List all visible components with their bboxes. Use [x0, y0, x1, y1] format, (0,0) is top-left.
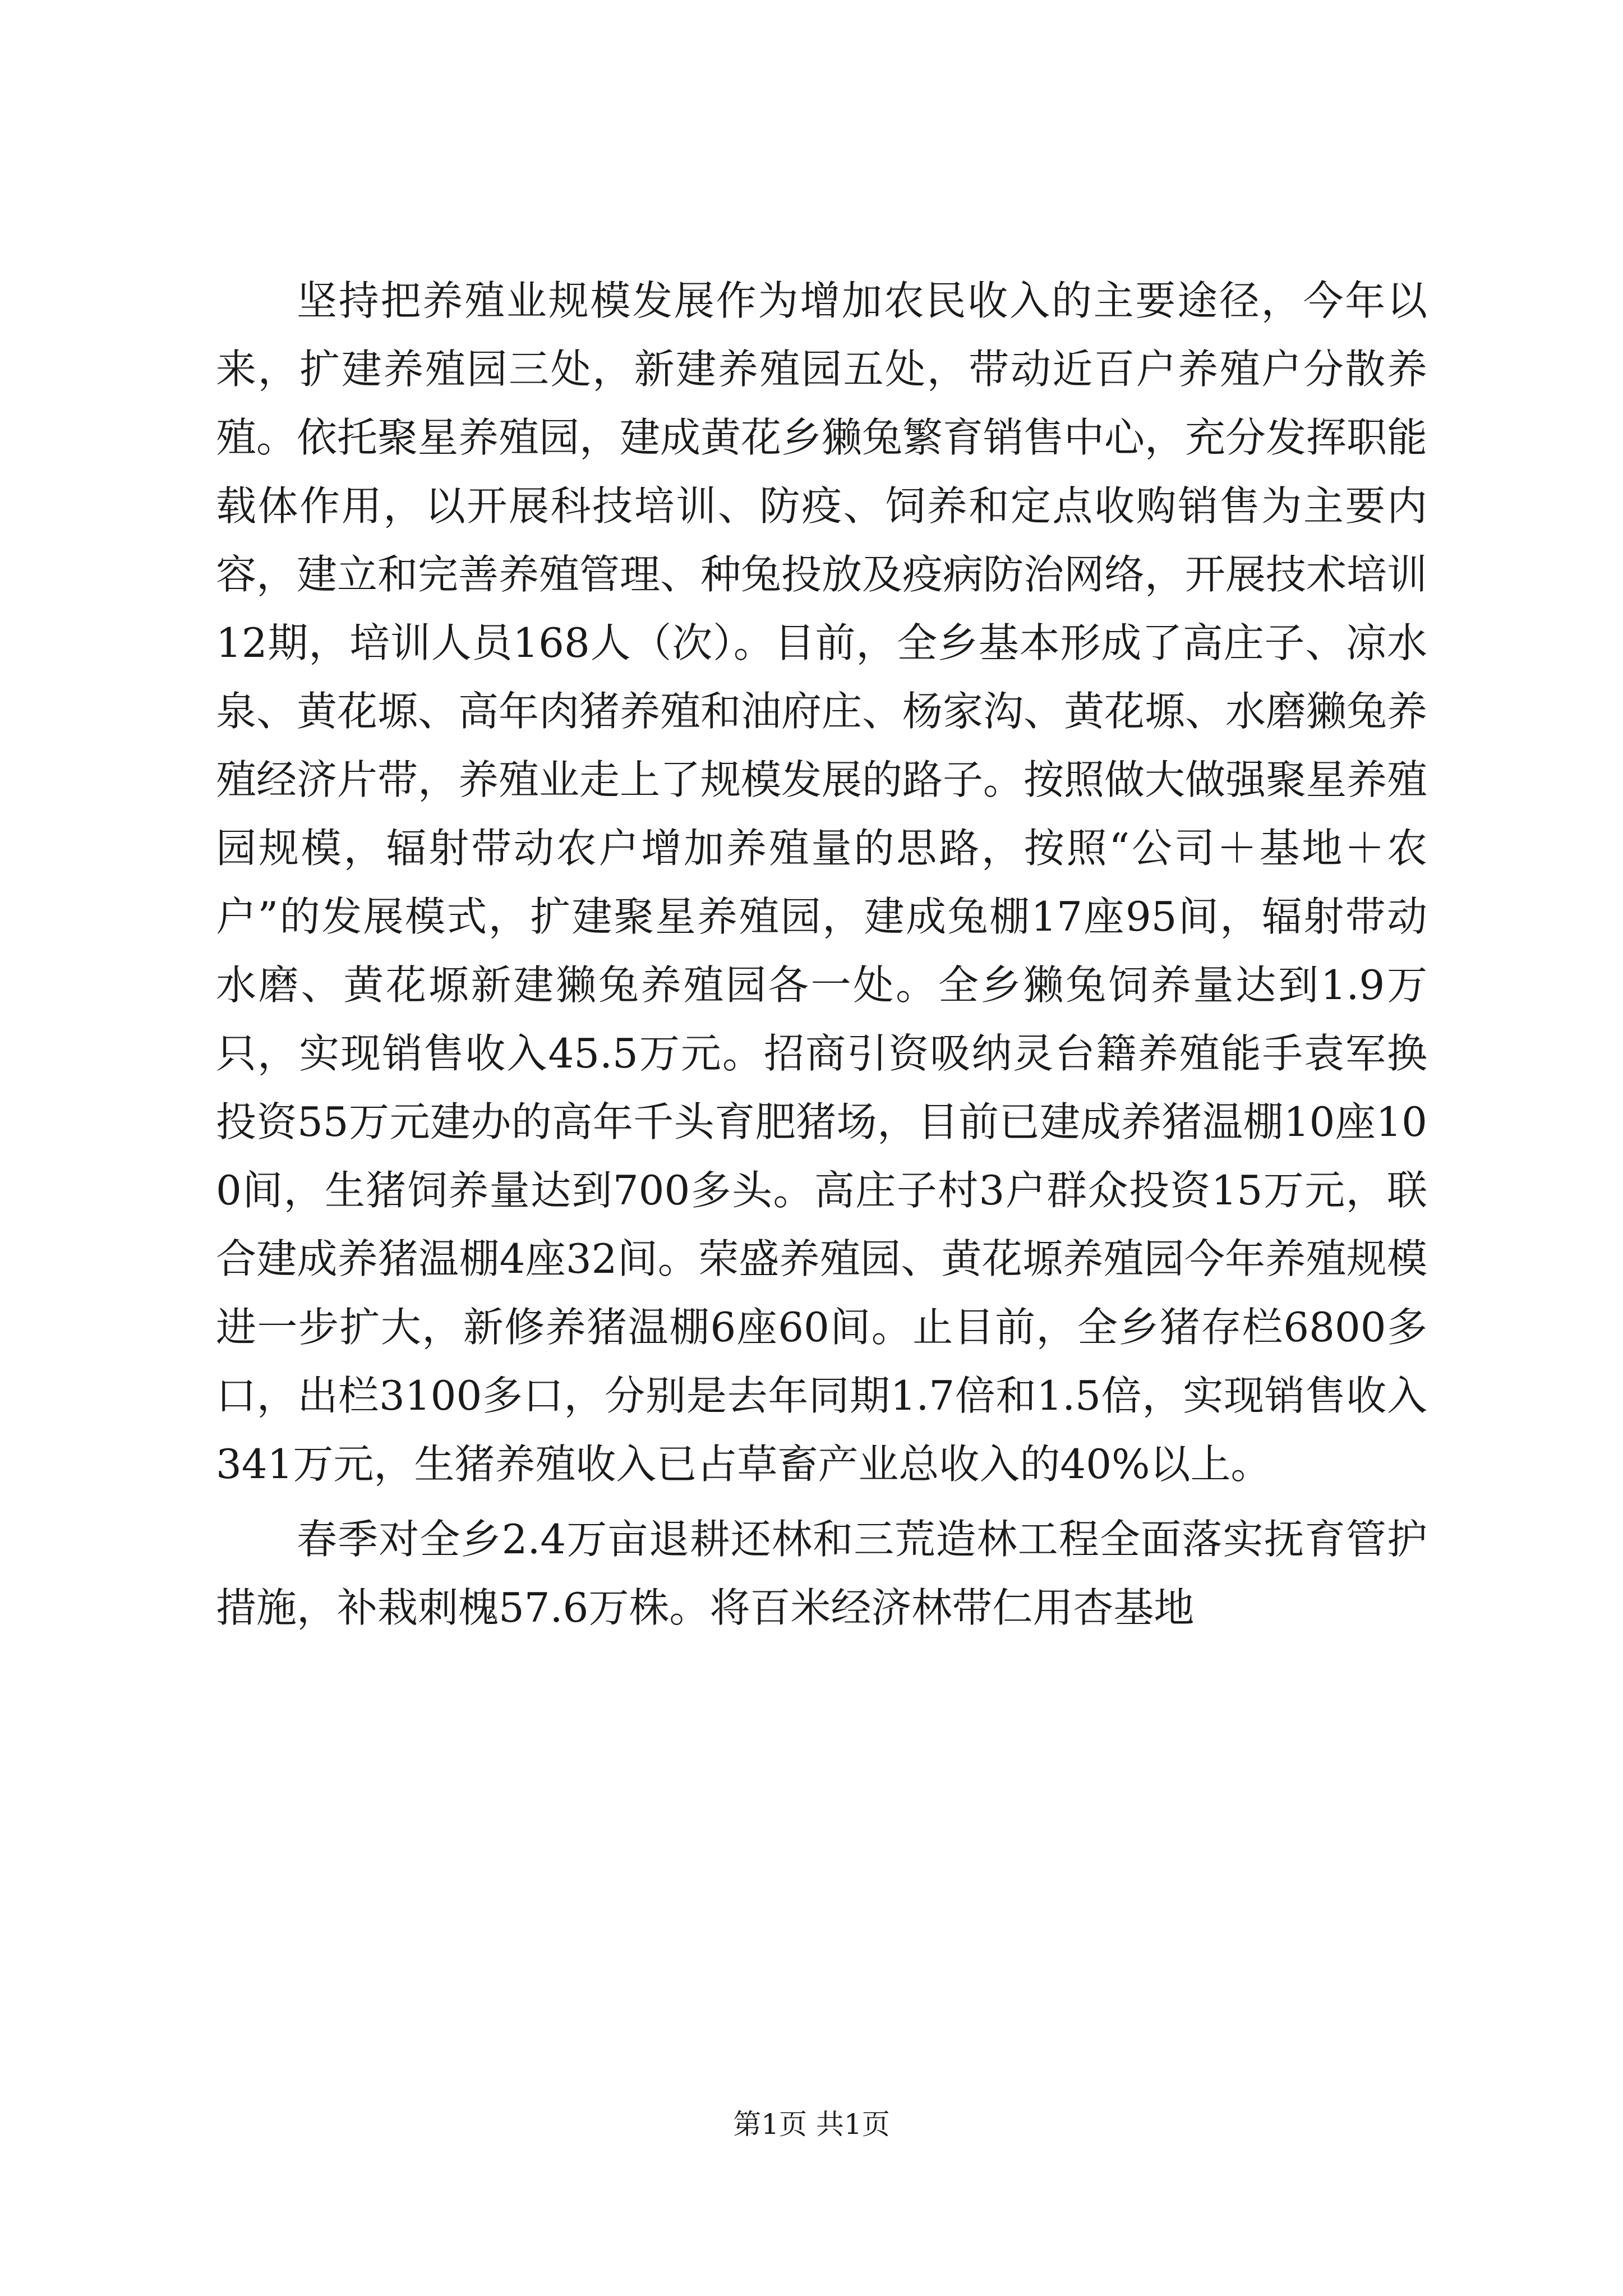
- page-number-footer: 第1页 共1页: [733, 2108, 890, 2141]
- paragraph-livestock: 坚持把养殖业规模发展作为增加农民收入的主要途径，今年以来，扩建养殖园三处，新建养殖园五处，带动近百户养殖户分散养殖。依托聚星养殖园，建成黄花乡獭兔繁育销售中心，充分发挥职能载体作用，以开展科技培训、防疫、饲养和定点收购销售为主要内容，建立和完善养殖管理、种兔投放及疫病防治网络，开展技术培训12期，培训人员168人（次）。目前，全乡基本形成了高庄子、凉水泉、黄花塬、高年肉猪养殖和油府庄、杨家沟、黄花塬、水磨獭兔养殖经济片带，养殖业走上了规模发展的路子。按照做大做强聚星养殖园规模，辐射带动农户增加养殖量的思路，按照“公司＋基地＋农户”的发展模式，扩建聚星养殖园，建成兔棚17座95间，辐射带动水磨、黄花塬新建獭兔养殖园各一处。全乡獭兔饲养量达到1.9万只，实现销售收入45.5万元。招商引资吸纳灵台籍养殖能手袁军换投资55万元建办的高年千头育肥猪场，目前已建成养猪温棚10座100间，生猪饲养量达到700多头。高庄子村3户群众投资15万元，联合建成养猪温棚4座32间。荣盛养殖园、黄花塬养殖园今年养殖规模进一步扩大，新修养猪温棚6座60间。止目前，全乡猪存栏6800多口，出栏3100多口，分别是去年同期1.7倍和1.5倍，实现销售收入341万元，生猪养殖收入已占草畜产业总收入的40%以上。: [216, 277, 1428, 1488]
- document-body: [216, 266, 1427, 1642]
- paragraph-forestry: 春季对全乡2.4万亩退耕还林和三荒造林工程全面落实抚育管护措施，补栽刺槐57.6万株。将百米经济林带仁用杏基地: [216, 1516, 1427, 1631]
